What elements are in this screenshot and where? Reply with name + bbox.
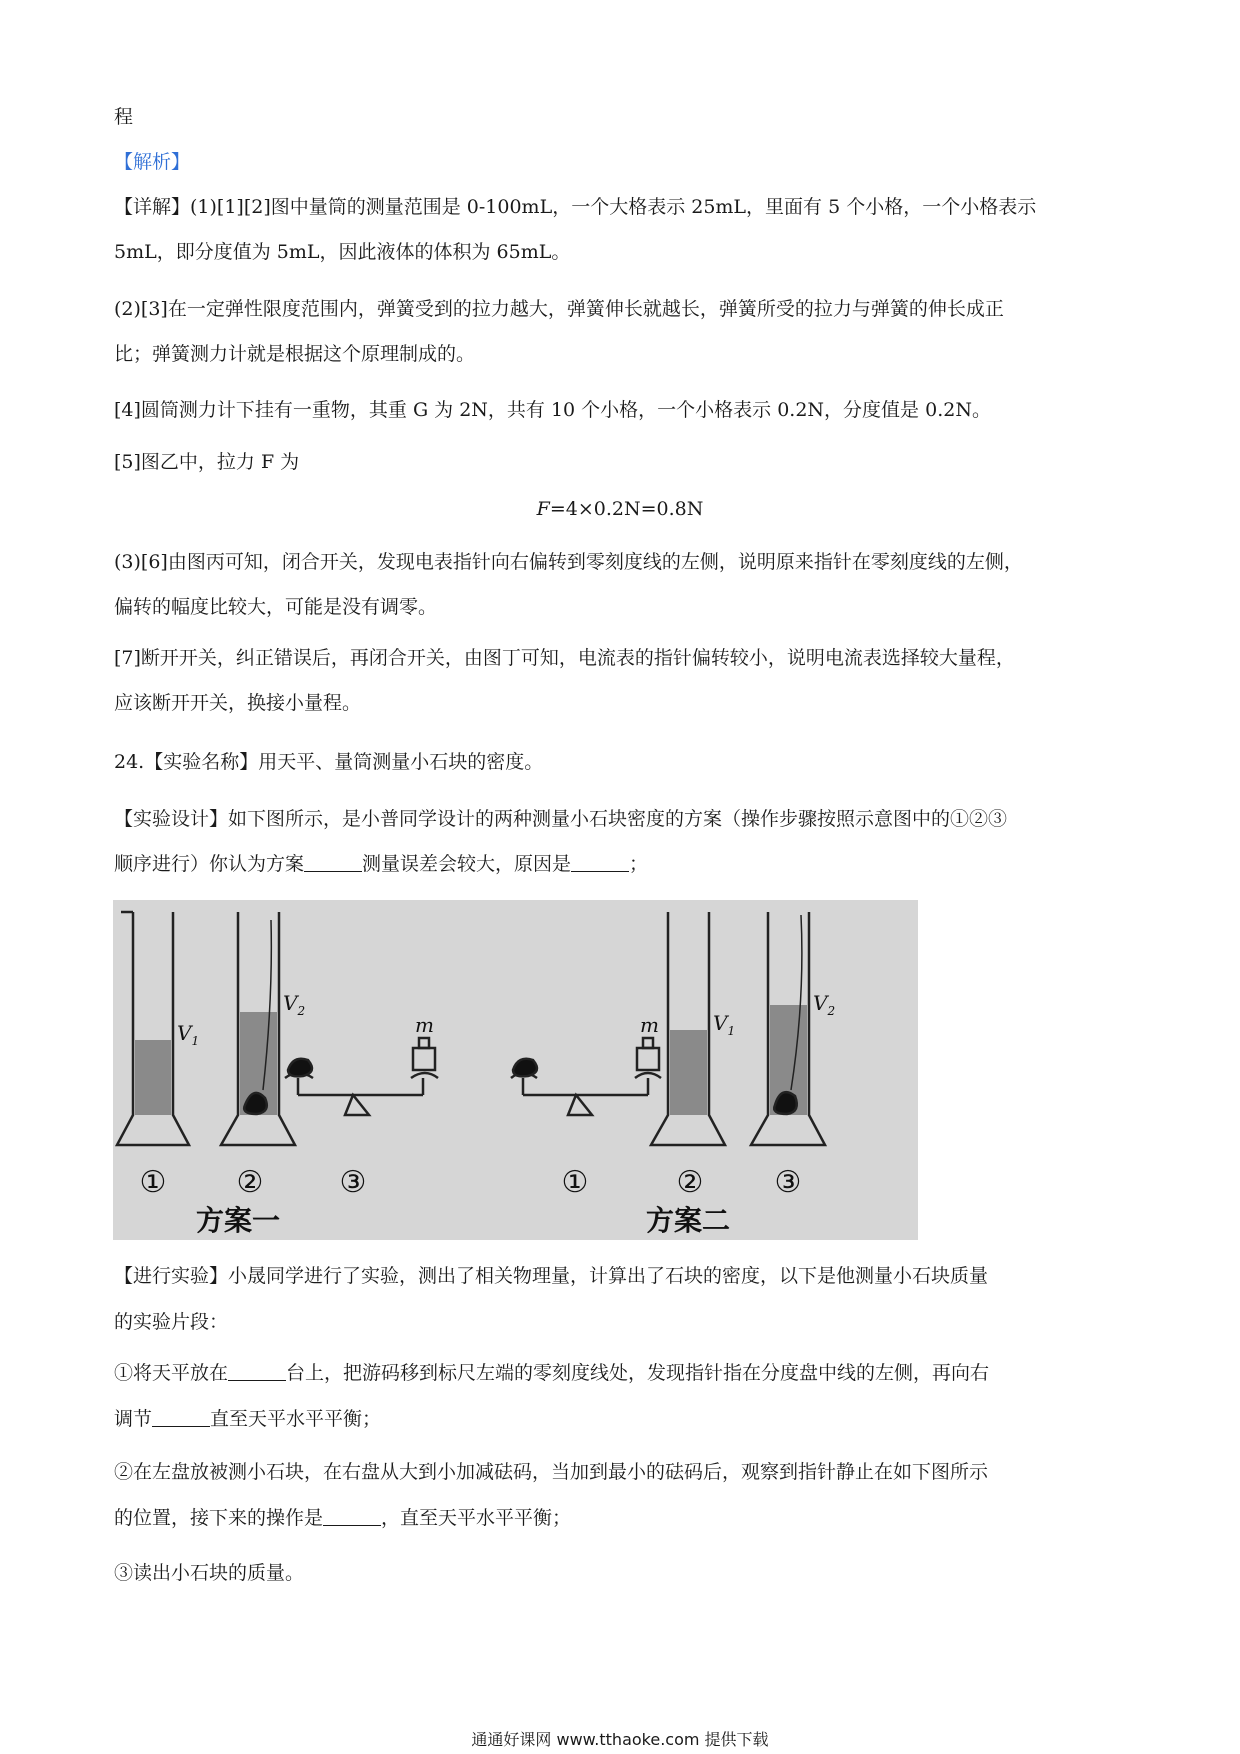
answer-blank (323, 1505, 381, 1526)
text-line-with-blanks (114, 1406, 381, 1432)
experiment-diagram (113, 900, 918, 1240)
text-line-with-blanks (114, 851, 648, 877)
text-line: 的实验片段： (114, 1311, 229, 1333)
text-line: 比；弹簧测力计就是根据这个原理制成的。 (114, 343, 476, 365)
label-v1: $V_1$ (177, 1021, 200, 1048)
text-segment: 测量误差会较大，原因是 (362, 853, 572, 875)
text-segment: ，直至天平水平平衡； (381, 1507, 572, 1529)
text-line: 应该断开开关，换接小量程。 (114, 692, 362, 714)
step-number: ① (139, 1165, 167, 1200)
label-m: m (415, 1013, 434, 1037)
text-line: 5mL，即分度值为 5mL，因此液体的体积为 65mL。 (114, 241, 571, 263)
formula-variable: F (536, 498, 550, 520)
label-m: m (640, 1013, 659, 1037)
formula-expression: =4×0.2N=0.8N (549, 498, 704, 520)
step-number: ① (561, 1165, 589, 1200)
text-line: 【进行实验】小晟同学进行了实验，测出了相关物理量，计算出了石块的密度，以下是他测量小石块质量 (114, 1265, 989, 1287)
step-number: ② (236, 1165, 264, 1200)
text-segment: ； (629, 853, 649, 875)
text-line: (3)[6]由图丙可知，闭合开关，发现电表指针向右偏转到零刻度线的左侧，说明原来指针在零刻度线的左侧， (114, 551, 1023, 573)
text-line: (2)[3]在一定弹性限度范围内，弹簧受到的拉力越大，弹簧伸长就越长，弹簧所受的拉力与弹簧的伸长成正 (114, 298, 1004, 320)
text-line: 偏转的幅度比较大，可能是没有调零。 (114, 596, 438, 618)
plan-two-label: 方案二 (645, 1204, 731, 1237)
experiment-figure (113, 900, 918, 1240)
answer-blank (152, 1406, 210, 1427)
step-number: ② (676, 1165, 704, 1200)
text-segment: 直至天平水平平衡； (210, 1408, 382, 1430)
answer-blank (304, 851, 362, 872)
answer-blank (228, 1360, 286, 1381)
text-line: ②在左盘放被测小石块，在右盘从大到小加减砝码，当加到最小的砝码后，观察到指针静止在如下图所示 (114, 1461, 989, 1483)
text-segment: 台上，把游码移到标尺左端的零刻度线处，发现指针指在分度盘中线的左侧，再向右 (286, 1362, 990, 1384)
step-number: ③ (339, 1165, 367, 1200)
text-line-with-blanks (114, 1360, 989, 1386)
text-segment: 调节 (114, 1408, 153, 1430)
text-line: [7]断开开关，纠正错误后，再闭合开关，由图丁可知，电流表的指针偏转较小，说明电流表选择较大量程， (114, 647, 1015, 669)
text-line: 【详解】(1)[1][2]图中量筒的测量范围是 0-100mL，一个大格表示 25mL，里面有 5 个小格，一个小格表示 (114, 196, 1037, 218)
text-line: ③读出小石块的质量。 (114, 1562, 305, 1584)
text-line: 【实验设计】如下图所示，是小普同学设计的两种测量小石块密度的方案（操作步骤按照示意图中的①②③ (114, 808, 1008, 830)
formula (0, 496, 1240, 522)
text-segment: ①将天平放在 (114, 1362, 229, 1384)
text-segment: 的位置，接下来的操作是 (114, 1507, 324, 1529)
step-number: ③ (774, 1165, 802, 1200)
text-line: 程 (114, 106, 134, 128)
question-title: 24.【实验名称】用天平、量筒测量小石块的密度。 (114, 751, 544, 773)
label-v2: $V_2$ (283, 991, 306, 1018)
text-line: [5]图乙中，拉力 F 为 (114, 451, 300, 473)
text-segment: 顺序进行）你认为方案 (114, 853, 305, 875)
page-footer: 通通好课网 www.tthaoke.com 提供下载 (471, 1730, 769, 1749)
answer-blank (571, 851, 629, 872)
plan-one-label: 方案一 (195, 1204, 281, 1237)
label-v2: $V_2$ (813, 991, 836, 1018)
text-line: [4]圆筒测力计下挂有一重物，其重 G 为 2N，共有 10 个小格，一个小格表示 0.2N，分度值是 0.2N。 (114, 399, 991, 421)
analysis-heading: 【解析】 (114, 151, 191, 173)
text-line-with-blanks (114, 1505, 571, 1531)
label-v1: $V_1$ (713, 1011, 736, 1038)
